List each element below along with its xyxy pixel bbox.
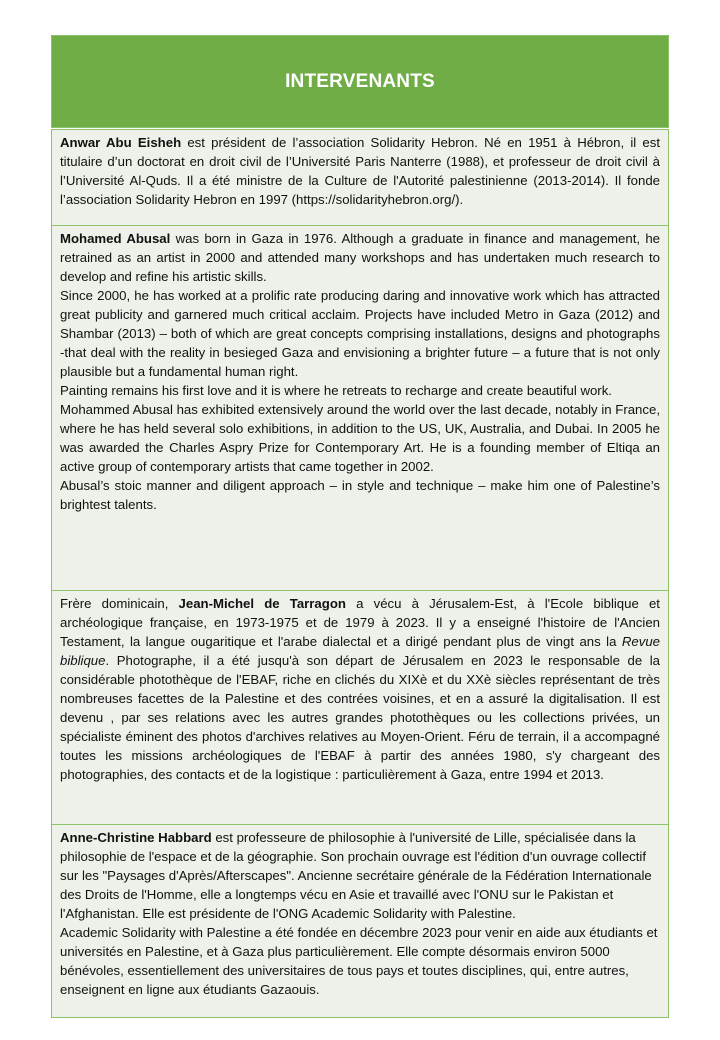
speakers-table [51, 35, 669, 1018]
speaker-bio [60, 133, 660, 209]
bio-paragraph: Since 2000, he has worked at a prolific rate producing daring and innovative work which has attracted great publicity and garnered much critical acclaim. Projects have included Metro in Gaza (2012) and Shambar (2013) – both of which are great concepts comprising installations, designs and photographs -that deal with the reality in besieged Gaza and envisioning a brighter future – a future that is not only plausible but a fundamental human right. [60, 288, 660, 379]
bio-text: a vécu à Jérusalem-Est, à l'Ecole biblique et archéologique française, en 1973-1975 et de 1979 à 2023. Il y a enseigné l'histoire de l'Ancien Testament, la langue ougaritique et l'arabe dialectal et a dirigé pendant plus de vingt ans la [60, 596, 660, 649]
speaker-name: Jean-Michel de Tarragon [178, 596, 346, 611]
speaker-row-tarragon [51, 591, 669, 825]
bio-paragraph: Painting remains his first love and it is where he retreats to recharge and create beautiful work. [60, 383, 612, 398]
bio-text: est professeure de philosophie à l'université de Lille, spécialisée dans la philosophie de l'espace et de la géographie. Son prochain ouvrage est l'édition d'un ouvrage collectif sur les "Paysages d'Après/Afterscapes". Ancienne secrétaire générale de la Fédération Internationale des Droits de l'Homme, elle a longtemps vécu en Asie et travaillé avec l'ONU sur le Pakistan et l'Afghanistan. Elle est présidente de l'ONG Academic Solidarity with Palestine. [60, 830, 652, 921]
speaker-row-abusal [51, 226, 669, 591]
speaker-bio [60, 229, 660, 286]
page-title: INTERVENANTS [285, 70, 435, 92]
bio-paragraph: Abusal’s stoic manner and diligent approach – in style and technique – make him one of Palestine’s brightest talents. [60, 478, 660, 512]
bio-text: . Photographe, il a été jusqu'à son départ de Jérusalem en 2023 le responsable de la considérable photothèque de l'EBAF, riche en clichés du XIXè et du XXè siècles représentant de très nombreuses facettes de la Palestine et des contrées voisines, et en a assuré la digitalisation. Il est devenu , par ses relations avec les autres grandes photothèques ou les collections privées, un spécialiste éminent des photos d'archives relatives au Moyen-Orient. Féru de terrain, il a accompagné toutes les missions archéologiques de l'EBAF à partir des années 1980, s'y chargeant des photographies, des contacts et de la logistique : particulièrement à Gaza, entre 1994 et 2013. [60, 653, 660, 782]
speaker-bio [60, 594, 660, 784]
table-header [51, 35, 669, 128]
speaker-name: Mohamed Abusal [60, 231, 171, 246]
speaker-name: Anne-Christine Habbard [60, 830, 212, 845]
speaker-row-habbard [51, 825, 669, 1018]
bio-text: was born in Gaza in 1976. Although a graduate in finance and management, he retrained as an artist in 2000 and attended many workshops and has undertaken much research to develop and refine his artistic skills. [60, 231, 660, 284]
bio-prefix: Frère dominicain, [60, 596, 179, 611]
speaker-bio [60, 828, 660, 923]
bio-text: est président de l’association Solidarity Hebron. Né en 1951 à Hébron, il est titulaire d’un doctorat en droit civil de l’Université Paris Nanterre (1988), et professeur de droit civil à l’Université Al-Quds. Il a été ministre de la Culture de l'Autorité palestinienne (2013-2014). Il fonde l’association Solidarity Hebron en 1997 (https://solidarityhebron.org/). [60, 135, 660, 207]
bio-paragraph: Academic Solidarity with Palestine a été fondée en décembre 2023 pour venir en aide aux étudiants et universités en Palestine, et à Gaza plus particulièrement. Elle compte désormais environ 5000 bénévoles, essentiellement des universitaires de tous pays et toutes disciplines, qui, entre autres, enseignent en ligne aux étudiants Gazaouis. [60, 925, 658, 997]
speaker-row-abu-eisheh [51, 129, 669, 226]
bio-paragraph: Mohammed Abusal has exhibited extensively around the world over the last decade, notably in France, where he has held several solo exhibitions, in addition to the US, UK, Australia, and Dubai. In 2005 he was awarded the Charles Aspry Prize for Contemporary Art. He is a founding member of Eltiqa an active group of contemporary artists that came together in 2002. [60, 402, 660, 474]
journal-title: Revue biblique [60, 634, 660, 668]
speaker-name: Anwar Abu Eisheh [60, 135, 182, 150]
